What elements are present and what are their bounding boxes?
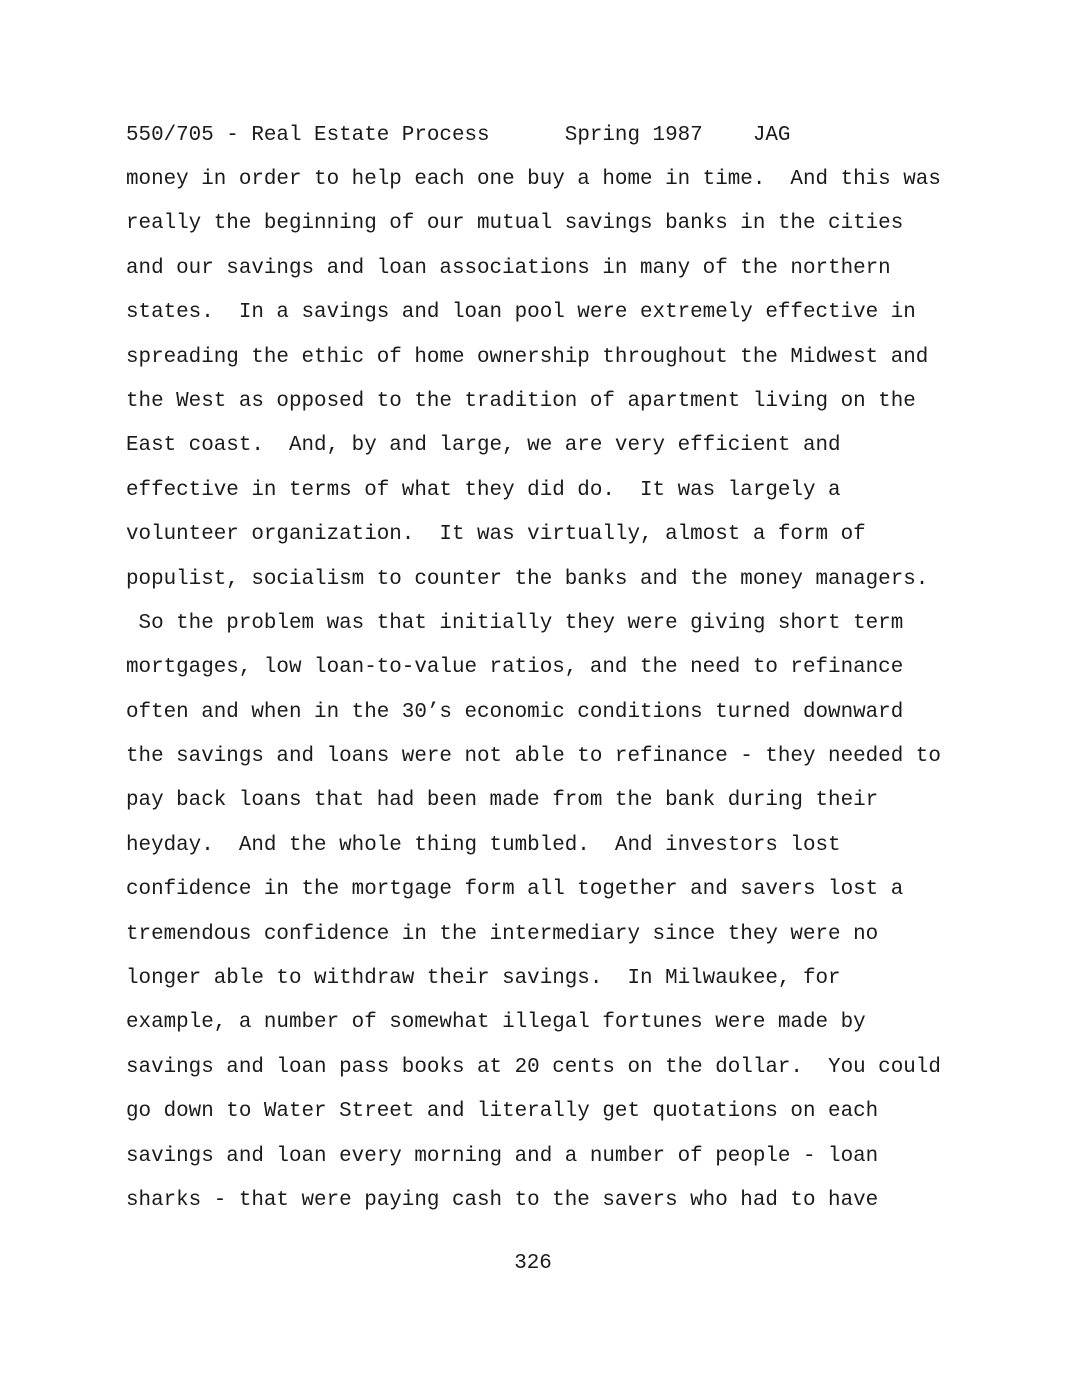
header-term: Spring 1987 (564, 124, 703, 147)
text-line: often and when in the 30’s economic conditions turned downward (126, 700, 904, 724)
text-line: savings and loan pass books at 20 cents on the dollar. You could (126, 1055, 941, 1079)
text-line: the West as opposed to the tradition of apartment living on the (126, 389, 916, 413)
text-line: money in order to help each one buy a home in time. And this was (126, 168, 941, 191)
page-number: 326 (514, 1252, 552, 1275)
text-line: volunteer organization. It was virtually, almost a form of (126, 523, 866, 547)
header-gap-1 (490, 124, 565, 147)
text-line: really the beginning of our mutual savings banks in the cities (126, 212, 904, 236)
text-line: and our savings and loan associations in many of the northern (126, 256, 891, 280)
body-text (126, 168, 1026, 1233)
text-line: tremendous confidence in the intermediary since they were no (126, 922, 879, 946)
text-line: the savings and loans were not able to refinance - they needed to (126, 745, 941, 769)
text-line: effective in terms of what they did do. It was largely a (126, 478, 841, 502)
text-line: confidence in the mortgage form all together and savers lost a (126, 878, 904, 902)
header-initials: JAG (752, 124, 791, 147)
page-header (126, 124, 790, 148)
text-line: populist, socialism to counter the banks and the money managers. (126, 567, 929, 591)
text-line: sharks - that were paying cash to the savers who had to have (126, 1188, 879, 1212)
text-line: go down to Water Street and literally get quotations on each (126, 1100, 879, 1124)
text-line: example, a number of somewhat illegal fortunes were made by (126, 1011, 866, 1035)
text-line: spreading the ethic of home ownership throughout the Midwest and (126, 345, 929, 369)
text-line: savings and loan every morning and a number of people - loan (126, 1144, 879, 1168)
text-line: heyday. And the whole thing tumbled. And investors lost (126, 833, 841, 857)
text-line: East coast. And, by and large, we are very efficient and (126, 434, 841, 458)
text-line: mortgages, low loan-to-value ratios, and the need to refinance (126, 656, 904, 680)
text-line: So the problem was that initially they were giving short term (126, 611, 904, 635)
header-gap-2 (703, 124, 753, 147)
text-line: longer able to withdraw their savings. In Milwaukee, for (126, 967, 841, 991)
header-course: 550/705 - Real Estate Process (126, 124, 490, 147)
text-line: pay back loans that had been made from the bank during their (126, 789, 879, 813)
text-line: states. In a savings and loan pool were extremely effective in (126, 301, 916, 325)
